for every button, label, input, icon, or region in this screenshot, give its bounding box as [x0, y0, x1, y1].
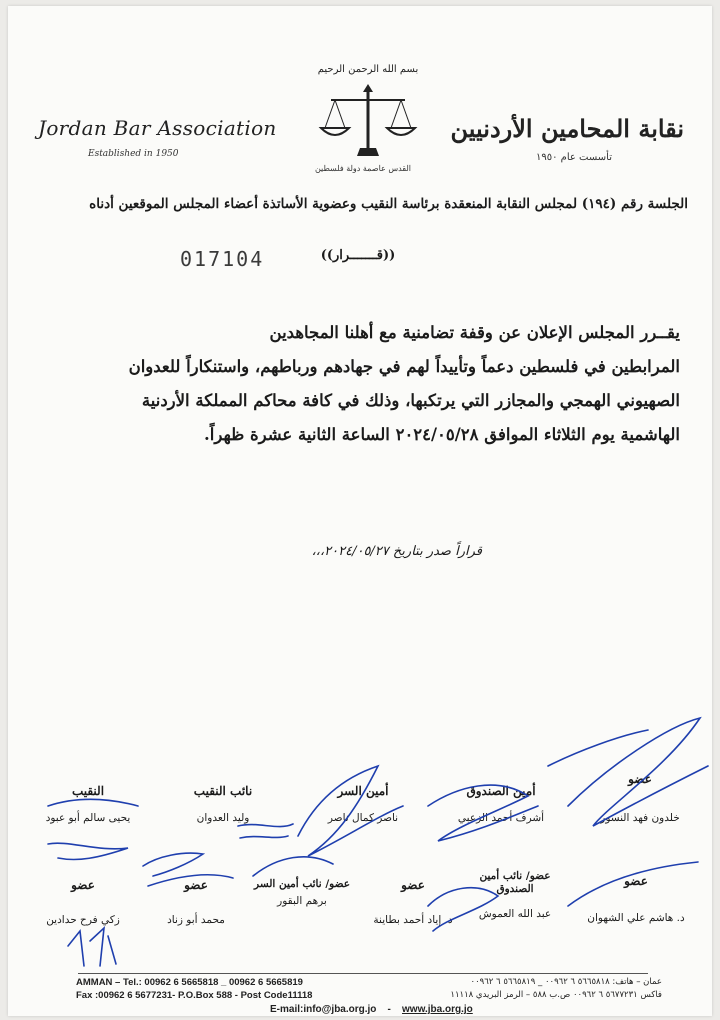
signatory-secretary	[308, 784, 418, 824]
signatory-name: د. هاشم علي الشهوان	[587, 912, 685, 924]
footer-separator: -	[387, 1004, 391, 1015]
signatory-title: عضو	[184, 878, 208, 892]
signatory-title: أمين السر	[337, 784, 389, 798]
body-line: الهاشمية يوم الثلاثاء الموافق ٢٠٢٤/٠٥/٢٨ الساعة الثانية عشرة ظهراً.	[204, 425, 680, 444]
signatory-name: عبد الله العموش	[478, 908, 552, 920]
footer-english-contact	[76, 976, 312, 1002]
signatory-name: برهم البقور	[277, 895, 327, 907]
signatory-name: يحيى سالم أبو عبود	[45, 812, 131, 824]
body-line: الصهيوني الهمجي والمجازر التي يرتكبها، وذلك في كافة محاكم المملكة الأردنية	[141, 391, 680, 410]
signatory-name: خلدون فهد النسور	[600, 812, 680, 824]
signatory-name: زكي فرح حدادين	[46, 914, 120, 926]
signatory-name: أشرف أحمد الزعبي	[457, 812, 545, 824]
signatory-member-5	[358, 878, 468, 926]
session-line: الجلسة رقم (١٩٤) لمجلس النقابة المنعقدة برئاسة النقيب وعضوية الأساتذة أعضاء المجلس الموقعين أدناه	[89, 196, 688, 212]
decision-body	[80, 316, 680, 452]
signatory-member-1	[580, 772, 700, 824]
scales-of-justice-logo-icon	[313, 82, 423, 162]
body-line: يقــرر المجلس الإعلان عن وقفة تضامنية مع أهلنا المجاهدين	[269, 323, 680, 342]
signatory-member-7	[574, 874, 698, 924]
footer-english-line: AMMAN – Tel.: 00962 6 5665818 _ 00962 6 5665819	[76, 977, 303, 988]
signatory-title: نائب النقيب	[193, 784, 253, 798]
letter-page	[8, 6, 712, 1016]
signatory-title: عضو	[401, 878, 425, 892]
signatory-member-3	[146, 878, 246, 926]
serial-number: 017104	[180, 247, 265, 271]
footer-arabic-contact	[450, 976, 662, 1002]
body-line: المرابطين في فلسطين دعماً وتأييداً لهم في جهادهم ورباطهم، واستنكاراً للعدوان	[128, 357, 680, 376]
signatory-title: أمين الصندوق	[466, 784, 536, 798]
footer-arabic-line: عمان – هاتف: ٥٦٦٥٨١٨ ٦ ٠٠٩٦٢ _ ٥٦٦٥٨١٩ ٦ ٠٠٩٦٢	[470, 977, 662, 987]
signatory-treasurer	[436, 784, 566, 824]
signatory-vice-president	[168, 784, 278, 824]
signatory-title: عضو	[71, 878, 95, 892]
arabic-established-date: تأسست عام ١٩٥٠	[536, 152, 612, 163]
signatory-title: عضو	[628, 772, 652, 786]
signatory-name: محمد أبو زناد	[167, 914, 225, 926]
signatory-name: د. إياد أحمد بطاينة	[373, 914, 453, 926]
signatory-president	[28, 784, 148, 824]
signatory-title: عضو/ نائب أمين الصندوق	[479, 870, 551, 895]
footer-email: E-mail:info@jba.org.jo	[270, 1004, 377, 1015]
signatory-name: وليد العدوان	[196, 812, 250, 824]
signatory-name: ناصر كمال ناصر	[327, 812, 399, 824]
arabic-association-name: نقابة المحامين الأردنيين	[450, 114, 684, 143]
english-established-date: Established in 1950	[88, 149, 179, 159]
issued-date-line: قراراً صدر بتاريخ ٢٠٢٤/٠٥/٢٧،،،	[311, 544, 482, 559]
footer-english-line: Fax :00962 6 5677231- P.O.Box 588 - Post Code11118	[76, 990, 313, 1001]
logo-caption: القدس عاصمة دولة فلسطين	[314, 164, 412, 173]
signatory-title: النقيب	[71, 784, 105, 798]
signatory-member-2	[28, 878, 138, 926]
signatory-member-4	[252, 878, 352, 907]
footer-web-contact	[270, 1004, 473, 1015]
signatory-title: عضو	[624, 874, 648, 888]
footer-website: www.jba.org.jo	[402, 1004, 473, 1015]
footer-arabic-line: فاكس ٥٦٧٧٢٣١ ٦ ٠٠٩٦٢ ص.ب ٥٨٨ – الرمز البريدي ١١١١٨	[450, 990, 662, 1000]
signatory-member-6	[460, 870, 570, 920]
footer-divider	[78, 973, 648, 974]
bismillah-text: بسم الله الرحمن الرحيم	[317, 64, 419, 75]
signatory-title: عضو/ نائب أمين السر	[254, 878, 350, 890]
decision-heading: ((قـــــــرار))	[320, 248, 396, 263]
english-association-name: Jordan Bar Association	[38, 116, 277, 140]
